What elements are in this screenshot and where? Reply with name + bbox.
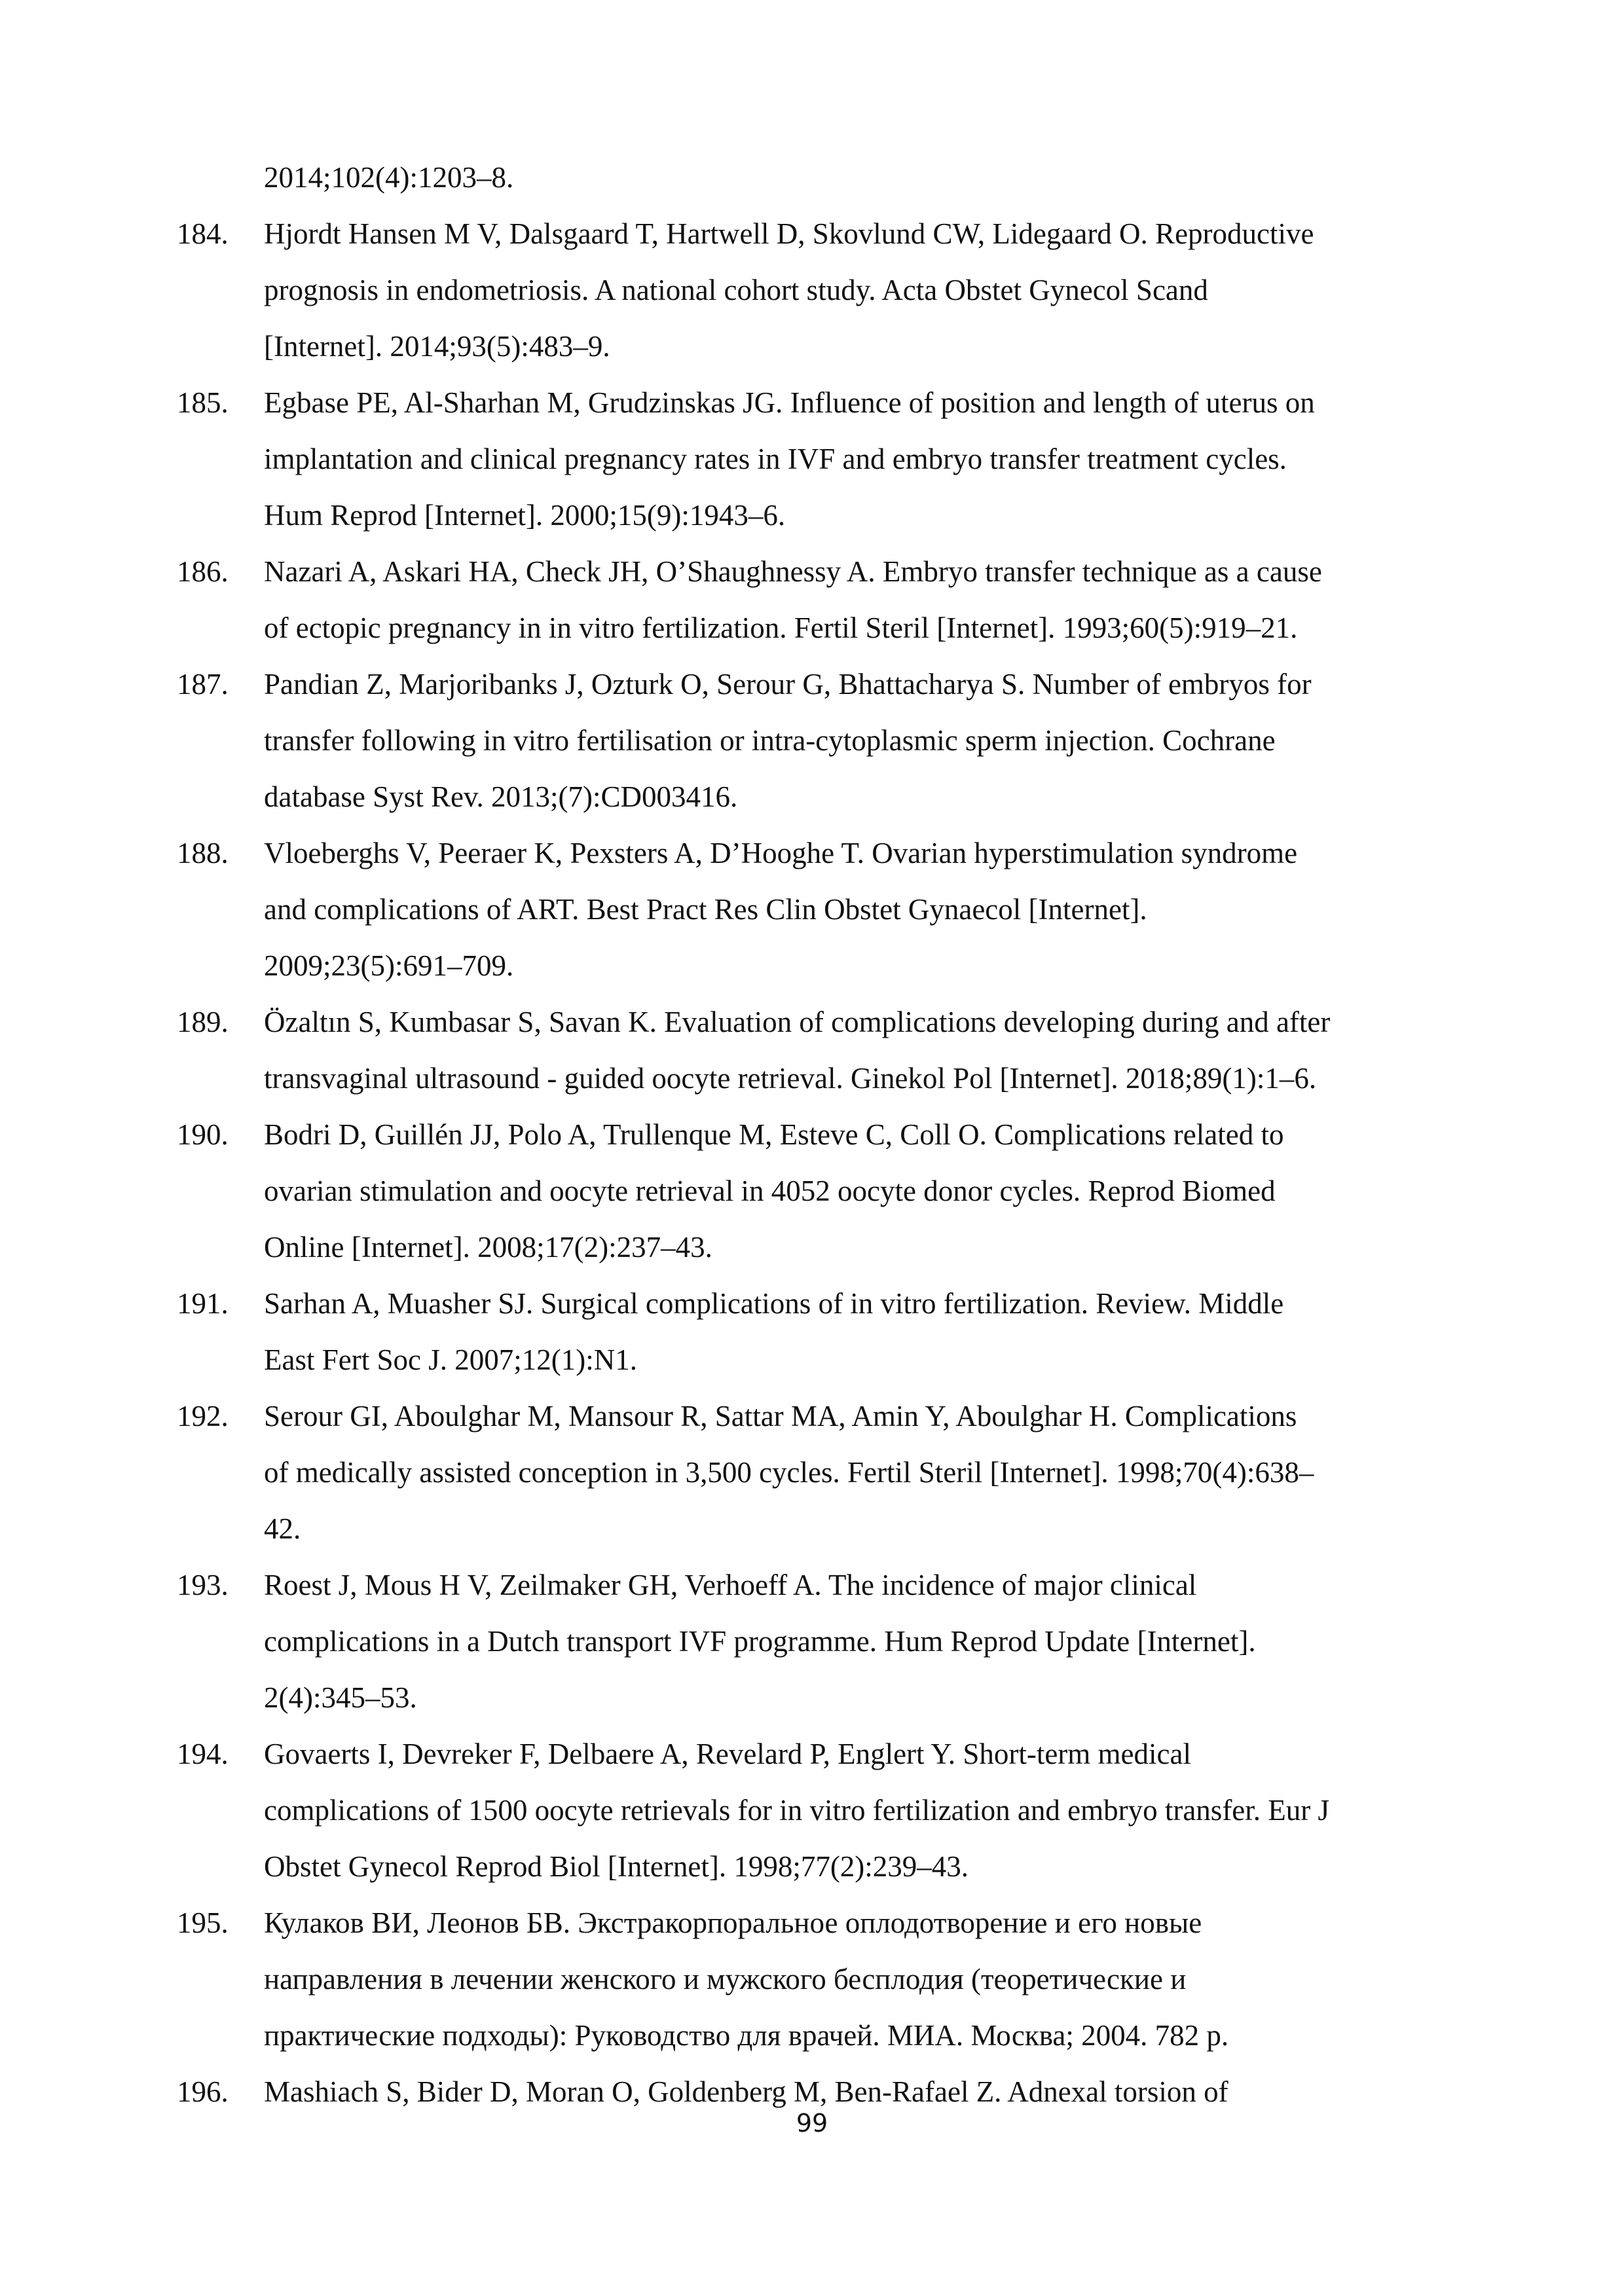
reference-text-line: Hjordt Hansen M V, Dalsgaard T, Hartwell D, Skovlund CW, Lidegaard O. Reproductive <box>264 217 1314 250</box>
reference-number: 187. <box>177 668 229 701</box>
reference-text-line: Özaltın S, Kumbasar S, Savan K. Evaluation of complications developing during and after <box>264 1006 1331 1038</box>
reference-entry <box>169 1895 1485 2064</box>
reference-text-line: implantation and clinical pregnancy rates in IVF and embryo transfer treatment cycles. <box>264 443 1287 475</box>
reference-text-line: East Fert Soc J. 2007;12(1):N1. <box>264 1343 637 1376</box>
reference-text-line: направления в лечении женского и мужского бесплодия (теоретические и <box>264 1963 1187 1995</box>
reference-text-line: of ectopic pregnancy in in vitro fertilization. Fertil Steril [Internet]. 1993;60(5):919–21. <box>264 611 1298 644</box>
reference-entry <box>169 825 1485 994</box>
reference-text-line: Online [Internet]. 2008;17(2):237–43. <box>264 1231 712 1264</box>
reference-text-line: 42. <box>264 1512 301 1545</box>
reference-text-line: Mashiach S, Bider D, Moran O, Goldenberg M, Ben-Rafael Z. Adnexal torsion of <box>264 2075 1228 2108</box>
reference-entry <box>169 543 1485 656</box>
reference-text-line: Кулаков ВИ, Леонов БВ. Экстракорпоральное оплодотворение и его новые <box>264 1906 1202 1939</box>
reference-text-line: complications of 1500 oocyte retrievals for in vitro fertilization and embryo transfer. Eur J <box>264 1794 1330 1827</box>
reference-text-line: prognosis in endometriosis. A national cohort study. Acta Obstet Gynecol Scand <box>264 274 1208 306</box>
reference-text-line: Serour GI, Aboulghar M, Mansour R, Sattar MA, Amin Y, Aboulghar H. Complications <box>264 1400 1297 1432</box>
reference-entry <box>169 1106 1485 1275</box>
reference-text-line: transvaginal ultrasound - guided oocyte retrieval. Ginekol Pol [Internet]. 2018;89(1):1–6. <box>264 1062 1317 1095</box>
reference-text-line: Egbase PE, Al-Sharhan M, Grudzinskas JG. Influence of position and length of uterus on <box>264 386 1315 419</box>
reference-text-line: Bodri D, Guillén JJ, Polo A, Trullenque M, Esteve C, Coll O. Complications related to <box>264 1118 1284 1151</box>
reference-continuation: 2014;102(4):1203–8. <box>264 161 514 194</box>
reference-text-line: database Syst Rev. 2013;(7):CD003416. <box>264 780 738 813</box>
reference-text-line: complications in a Dutch transport IVF programme. Hum Reprod Update [Internet]. <box>264 1625 1256 1658</box>
reference-entry <box>169 1557 1485 1726</box>
reference-text-line: transfer following in vitro fertilisation or intra-cytoplasmic sperm injection. Cochrane <box>264 724 1276 757</box>
reference-number: 196. <box>177 2075 229 2108</box>
reference-text-line: and complications of ART. Best Pract Res Clin Obstet Gynaecol [Internet]. <box>264 893 1147 926</box>
reference-entry <box>169 1726 1485 1895</box>
reference-entry <box>169 1275 1485 1388</box>
reference-text-line: Sarhan A, Muasher SJ. Surgical complications of in vitro fertilization. Review. Middle <box>264 1287 1284 1320</box>
reference-number: 186. <box>177 555 229 588</box>
reference-text-line: ovarian stimulation and oocyte retrieval in 4052 oocyte donor cycles. Reprod Biomed <box>264 1175 1276 1207</box>
reference-text-line: Govaerts I, Devreker F, Delbaere A, Revelard P, Englert Y. Short-term medical <box>264 1738 1191 1770</box>
reference-number: 184. <box>177 217 229 250</box>
reference-text-line: Hum Reprod [Internet]. 2000;15(9):1943–6. <box>264 499 786 532</box>
reference-number: 191. <box>177 1287 229 1320</box>
reference-list <box>169 206 1485 2120</box>
reference-number: 190. <box>177 1118 229 1151</box>
reference-entry <box>169 994 1485 1106</box>
reference-text-line: Nazari A, Askari HA, Check JH, O’Shaughnessy A. Embryo transfer technique as a cause <box>264 555 1322 588</box>
reference-entry <box>169 1388 1485 1557</box>
page-number: 99 <box>796 2109 828 2138</box>
reference-entry <box>169 656 1485 825</box>
reference-number: 189. <box>177 1006 229 1038</box>
reference-text-line: of medically assisted conception in 3,500 cycles. Fertil Steril [Internet]. 1998;70(4):638– <box>264 1456 1314 1489</box>
reference-text-line: Roest J, Mous H V, Zeilmaker GH, Verhoeff A. The incidence of major clinical <box>264 1569 1197 1601</box>
reference-text-line: Vloeberghs V, Peeraer K, Pexsters A, D’Hooghe T. Ovarian hyperstimulation syndrome <box>264 837 1298 869</box>
reference-number: 194. <box>177 1738 229 1770</box>
reference-entry <box>169 206 1485 374</box>
reference-entry <box>169 374 1485 543</box>
reference-text-line: практические подходы): Руководство для врачей. МИА. Москва; 2004. 782 р. <box>264 2019 1229 2052</box>
reference-number: 193. <box>177 1569 229 1601</box>
reference-number: 195. <box>177 1906 229 1939</box>
reference-text-line: 2(4):345–53. <box>264 1681 417 1714</box>
reference-text-line: Pandian Z, Marjoribanks J, Ozturk O, Serour G, Bhattacharya S. Number of embryos for <box>264 668 1312 701</box>
reference-text-line: 2009;23(5):691–709. <box>264 949 514 982</box>
reference-text-line: Obstet Gynecol Reprod Biol [Internet]. 1998;77(2):239–43. <box>264 1850 969 1883</box>
reference-text-line: [Internet]. 2014;93(5):483–9. <box>264 330 610 363</box>
reference-number: 185. <box>177 386 229 419</box>
reference-number: 192. <box>177 1400 229 1432</box>
reference-number: 188. <box>177 837 229 869</box>
